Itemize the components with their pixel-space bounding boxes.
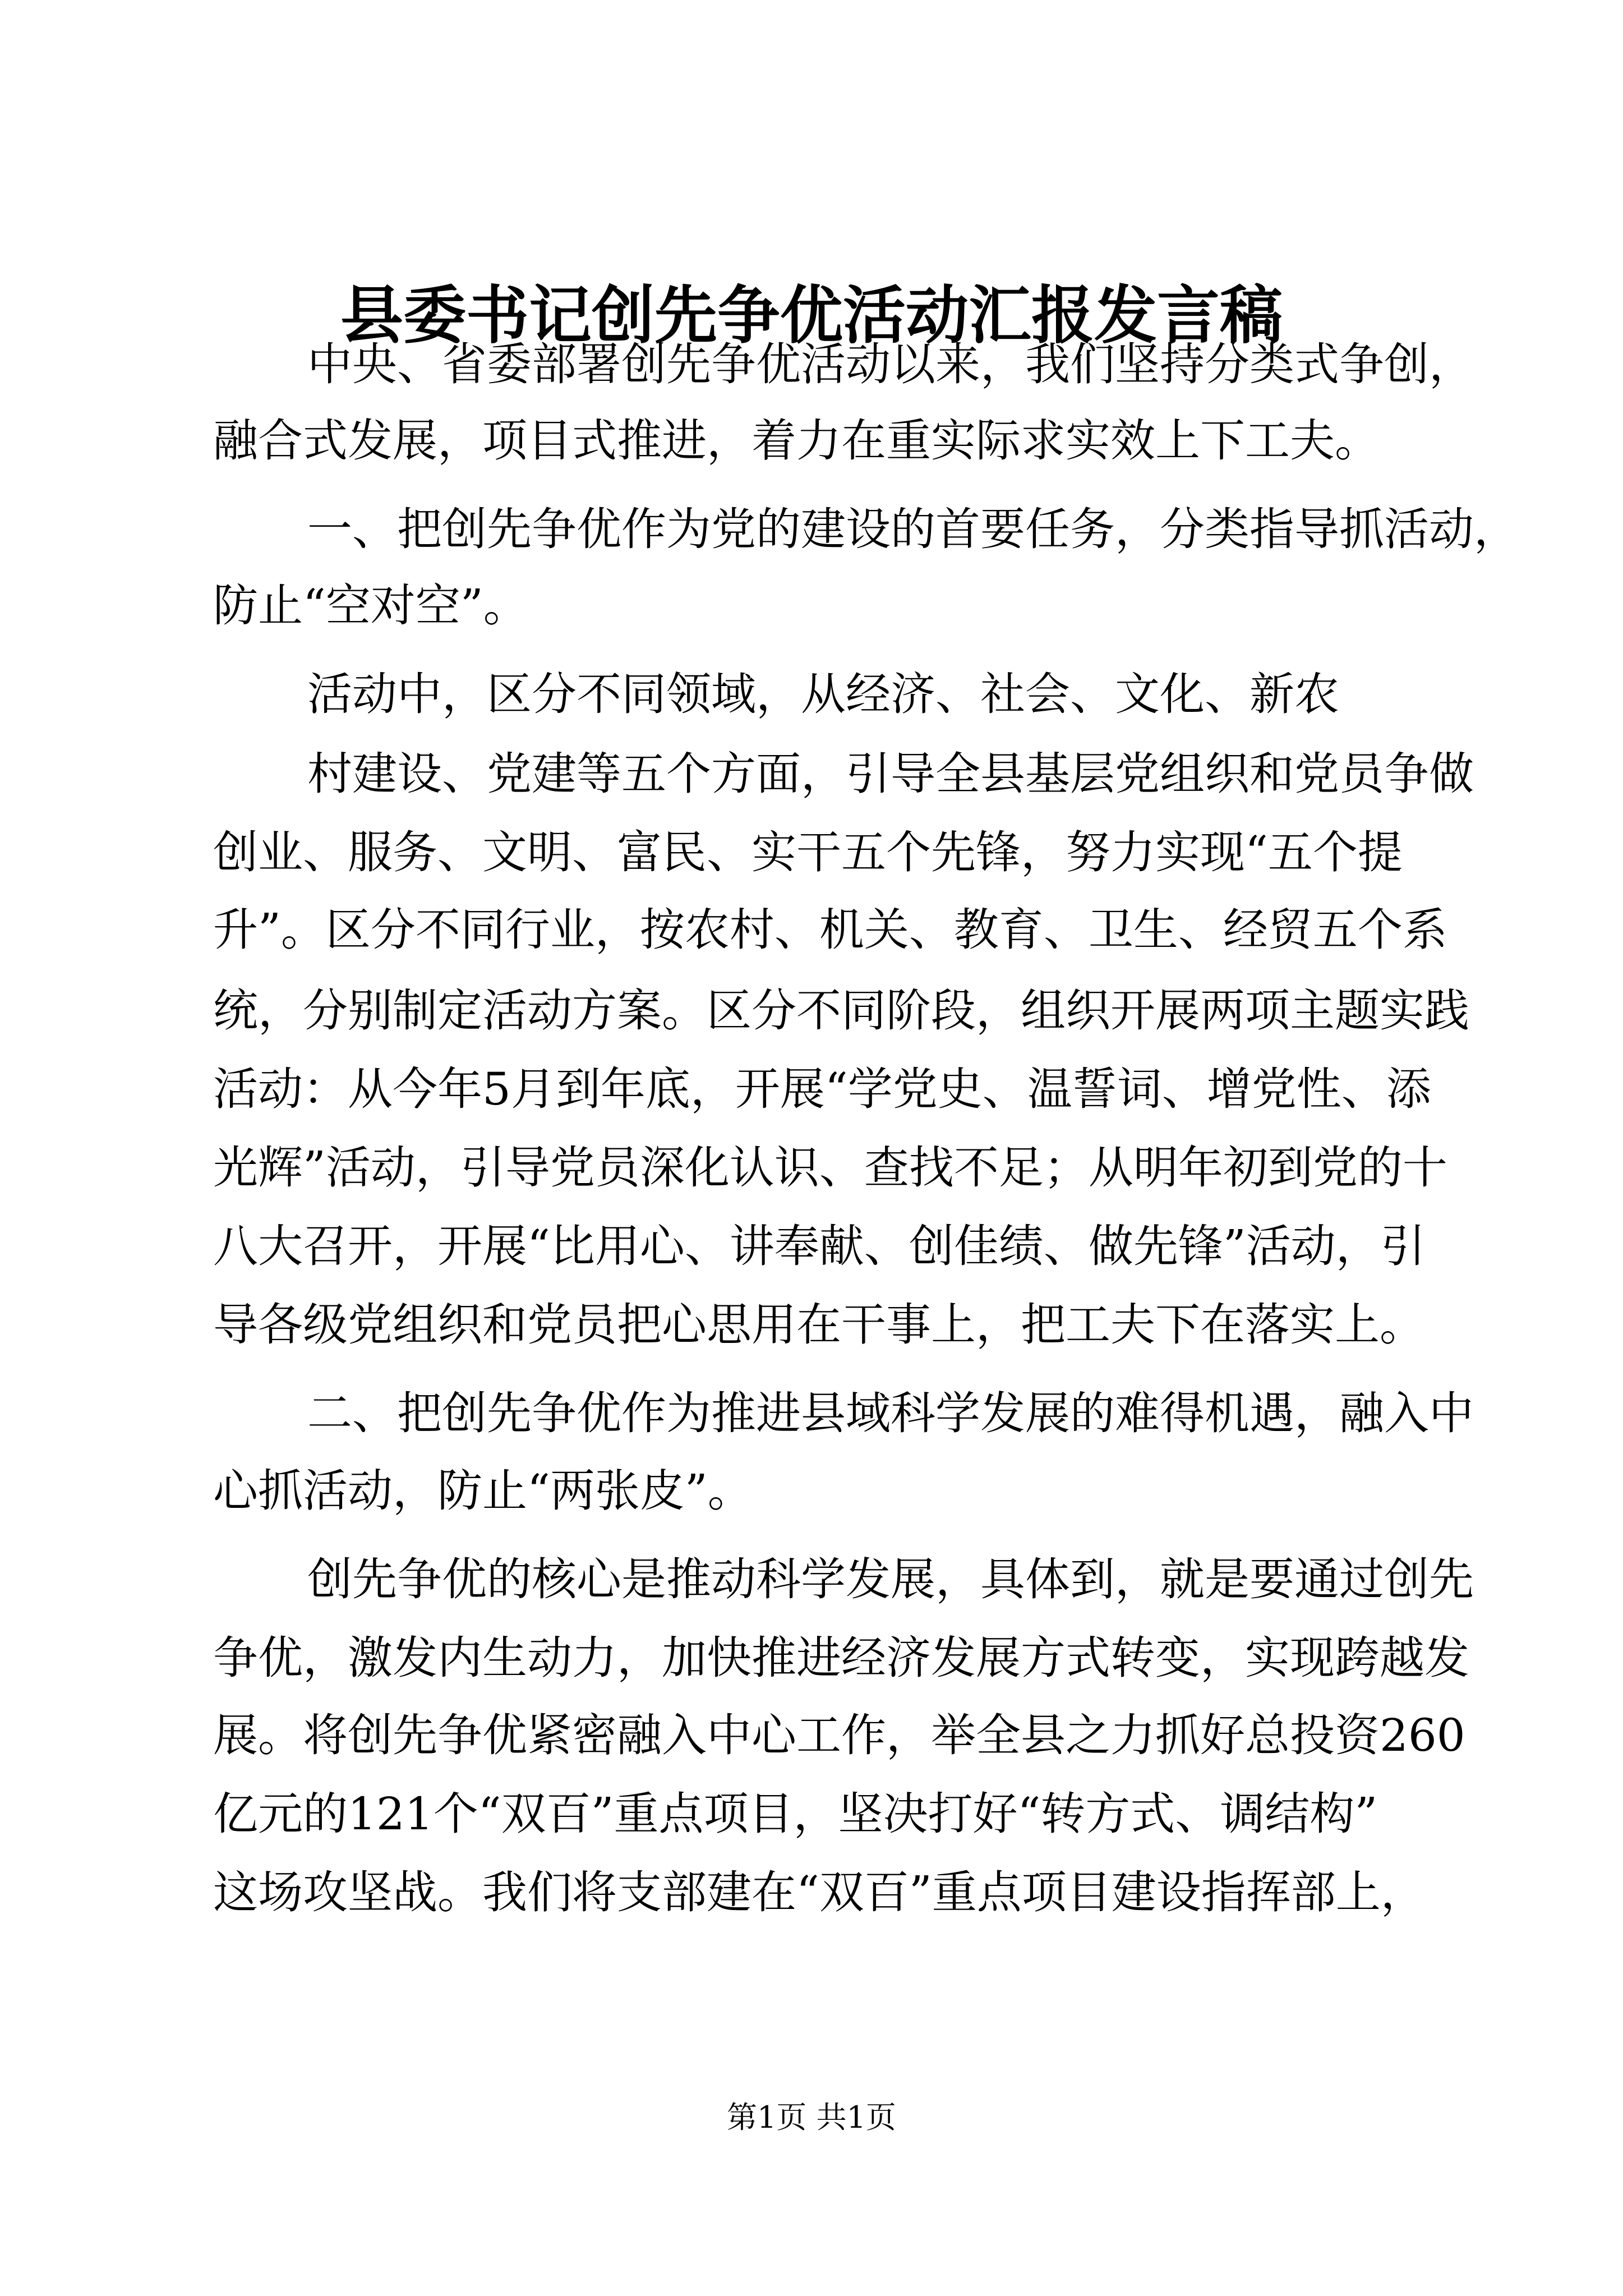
text-line: 导各级党组织和党员把心思用在干事上，把工夫下在落实上。 — [213, 1299, 1424, 1351]
document-title: 县委书记创先争优活动汇报发言稿 — [340, 279, 1283, 352]
text-line: 心抓活动，防止“两张皮”。 — [213, 1465, 753, 1517]
text-line: 融合式发展，项目式推进，着力在重实际求实效上下工夫。 — [213, 415, 1380, 467]
text-line: 中央、省委部署创先争优活动以来，我们坚持分类式争创， — [307, 338, 1474, 390]
text-line: 亿元的121个“双百”重点项目，坚决打好“转方式、调结构” — [213, 1788, 1378, 1840]
text-line: 村建设、党建等五个方面，引导全县基层党组织和党员争做 — [307, 748, 1474, 800]
text-line: 防止“空对空”。 — [213, 579, 528, 632]
text-line: 这场攻坚战。我们将支部建在“双百”重点项目建设指挥部上， — [213, 1866, 1426, 1918]
text-line: 一、把创先争优作为党的建设的首要任务，分类指导抓活动， — [307, 503, 1519, 555]
text-line: 光辉”活动，引导党员深化认识、查找不足；从明年初到党的十 — [213, 1142, 1447, 1194]
text-line: 争优，激发内生动力，加快推进经济发展方式转变，实现跨越发 — [213, 1632, 1469, 1684]
text-line: 展。将创先争优紧密融入中心工作，举全县之力抓好总投资260 — [213, 1709, 1465, 1761]
page-footer: 第1页 共1页 — [727, 2100, 896, 2135]
text-line: 创业、服务、文明、富民、实干五个先锋，努力实现“五个提 — [213, 826, 1403, 878]
text-line: 升”。区分不同行业，按农村、机关、教育、卫生、经贸五个系 — [213, 904, 1447, 956]
text-line: 创先争优的核心是推动科学发展，具体到，就是要通过创先 — [307, 1553, 1474, 1605]
text-line: 活动：从今年5月到年底，开展“学党史、温誓词、增党性、添 — [213, 1063, 1431, 1115]
text-line: 二、把创先争优作为推进县域科学发展的难得机遇，融入中 — [307, 1387, 1474, 1439]
text-line: 活动中，区分不同领域，从经济、社会、文化、新农 — [307, 668, 1339, 720]
text-line: 统，分别制定活动方案。区分不同阶段，组织开展两项主题实践 — [213, 984, 1469, 1037]
text-line: 八大召开，开展“比用心、讲奉献、创佳绩、做先锋”活动，引 — [213, 1220, 1426, 1272]
